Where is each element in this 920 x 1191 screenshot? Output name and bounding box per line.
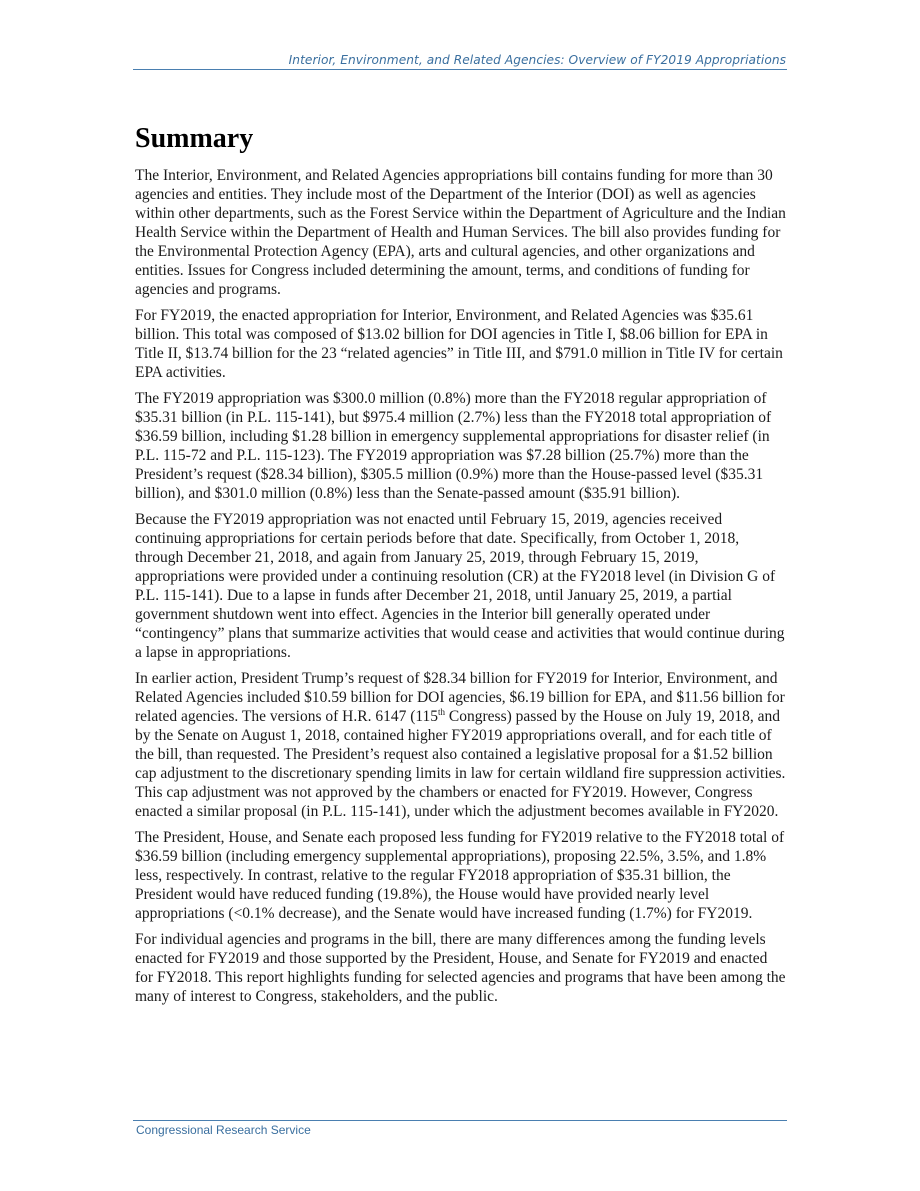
footer-publisher: Congressional Research Service <box>136 1123 311 1137</box>
paragraph: Because the FY2019 appropriation was not enacted until February 15, 2019, agencies received continuing appropriations for certain periods before that date. Specifically, from October 1, 2018, through December 21, 2018, and again from January 25, 2019, through February 15, 2019, appropriations were provided under a continuing resolution (CR) at the FY2018 level (in Division G of P.L. 115-141). Due to a lapse in funds after December 21, 2018, until January 25, 2019, a partial government shutdown went into effect. Agencies in the Interior bill generally operated under “contingency” plans that summarize activities that would cease and activities that would continue during a lapse in appropriations. <box>135 511 785 661</box>
running-header: Interior, Environment, and Related Agencies: Overview of FY2019 Appropriations <box>288 53 786 67</box>
paragraph: The FY2019 appropriation was $300.0 million (0.8%) more than the FY2018 regular appropriation of $35.31 billion (in P.L. 115-141), but $975.4 million (2.7%) less than the FY2018 total appropriation of $36.59 billion, including $1.28 billion in emergency supplemental appropriations for disaster relief (in P.L. 115-72 and P.L. 115-123). The FY2019 appropriation was $7.28 billion (25.7%) more than the President’s request ($28.34 billion), $305.5 million (0.9%) more than the House-passed level ($35.31 billion), and $301.0 million (0.8%) less than the Senate-passed amount ($35.91 billion). <box>135 390 772 502</box>
paragraph <box>135 669 787 821</box>
paragraph: For individual agencies and programs in the bill, there are many differences among the funding levels enacted for FY2019 and those supported by the President, House, and Senate for FY2019 and enacted for FY2018. This report highlights funding for selected agencies and programs that have been among the many of interest to Congress, stakeholders, and the public. <box>135 931 786 1005</box>
paragraph: The President, House, and Senate each proposed less funding for FY2019 relative to the FY2018 total of $36.59 billion (including emergency supplemental appropriations), proposing 22.5%, 3.5%, and 1.8% less, respectively. In contrast, relative to the regular FY2018 appropriation of $35.31 billion, the President would have reduced funding (19.8%), the House would have provided nearly level appropriations (<0.1% decrease), and the Senate would have increased funding (1.7%) for FY2019. <box>135 829 785 922</box>
section-heading: Summary <box>135 123 254 154</box>
paragraph-text: In earlier action, President Trump’s request of $28.34 billion for FY2019 for Interior, Environment, and Related Agencies included $10.59 billion for DOI agencies, $6.19 billion for EPA, and $11.56 billion for related agencies. The versions of H.R. 6147 (115 <box>135 670 785 725</box>
page-body <box>135 122 787 1013</box>
superscript: th <box>438 707 446 717</box>
header-divider <box>133 69 787 70</box>
paragraph-text: Congress) passed by the House on July 19, 2018, and by the Senate on August 1, 2018, contained higher FY2019 appropriations overall, and for each title of the bill, than requested. The President’s request also contained a legislative proposal for a $1.52 billion cap adjustment to the discretionary spending limits in law for certain wildland fire suppression activities. This cap adjustment was not approved by the chambers or enacted for FY2019. However, Congress enacted a similar proposal (in P.L. 115-141), under which the adjustment becomes available in FY2020. <box>135 708 786 820</box>
paragraph: The Interior, Environment, and Related Agencies appropriations bill contains funding for more than 30 agencies and entities. They include most of the Department of the Interior (DOI) as well as agencies within other departments, such as the Forest Service within the Department of Agriculture and the Indian Health Service within the Department of Health and Human Services. The bill also provides funding for the Environmental Protection Agency (EPA), arts and cultural agencies, and other organizations and entities. Issues for Congress included determining the amount, terms, and conditions of funding for agencies and programs. <box>135 167 786 298</box>
paragraph: For FY2019, the enacted appropriation for Interior, Environment, and Related Agencies was $35.61 billion. This total was composed of $13.02 billion for DOI agencies in Title I, $8.06 billion for EPA in Title II, $13.74 billion for the 23 “related agencies” in Title III, and $791.0 million in Title IV for certain EPA activities. <box>135 307 783 381</box>
footer-divider <box>133 1120 787 1121</box>
